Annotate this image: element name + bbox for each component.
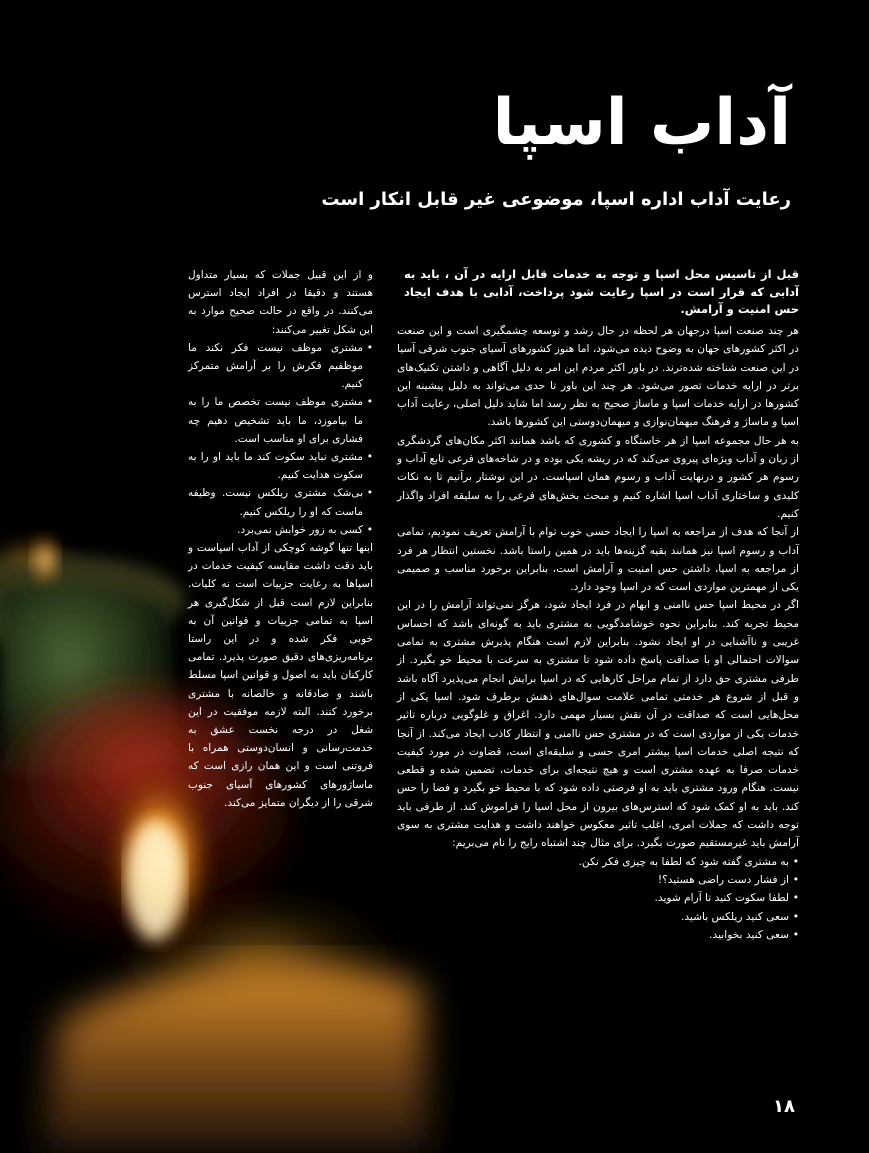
list-item: • کسی به زور خوابش نمی‌برد. (188, 521, 373, 539)
mistakes-list (397, 853, 799, 944)
body-paragraph: از آنجا که هدف از مراجعه به اسپا را ایجاد حسی خوب توام با آرامش تعریف نمودیم، تمامی آداب و رسوم اسپا نیز همانند بقیه گزینه‌ها باید در همین راستا باشد. نخستین انتظار هر فرد از مراجعه به اسپا، داشتن حس امنیت و آرامش است، بنابراین برخورد مناسب و صمیمی یکی از مهمترین مواردی است که در اسپا وجود دارد. (397, 526, 799, 594)
body-paragraph: هر چند صنعت اسپا درجهان هر لحظه در حال رشد و توسعه چشمگیری است و این صنعت در اکثر کشورهای جهان به وضوح دیده می‌شود، اما هنوز کشورهای آسیای جنوب شرقی آسیا در این صنعت شناخته شده‌ترند. در باور اکثر مردم این امر به دلیل آگاهی و داشتن تکنیک‌های برتر در ارایه خدمات تصور می‌شود. هر چند این باور تا حدی می‌تواند به دلیل پیشینه این کشورها در ارایه خدمات اسپا و ماساژ صحیح به نظر رسد اما شاید دلیل اصلی، رعایت آداب اسپا و ماساژ و فرهنگ میهمان‌نوازی و میهمان‌دوستی این کشورها باشد. (397, 325, 799, 429)
side-column (188, 266, 373, 812)
list-item: • بی‌شک مشتری ریلکس نیست. وظیفه ماست که او را ریلکس کنیم. (188, 484, 373, 520)
corrections-list (188, 339, 373, 539)
lead-paragraph: قبل از تاسیس محل اسپا و توجه به خدمات قابل ارایه در آن ، باید به آدابی که قرار است در اسپا رعایت شود پرداخت، آدابی با هدف ایجاد حس امنیت و آرامش. (404, 267, 799, 316)
list-item: • به مشتری گفته شود که لطفا به چیزی فکر نکن. (397, 853, 799, 871)
list-item: • مشتری نباید سکوت کند ما باید او را به سکوت هدایت کنیم. (188, 448, 373, 484)
page-subtitle: رعایت آداب اداره اسپا، موضوعی غیر قابل انکار است (321, 189, 791, 210)
list-item: • از فشار دست راضی هستید؟! (397, 871, 799, 889)
list-item: • لطفا سکوت کنید تا آرام شوید. (397, 889, 799, 907)
body-paragraph: اینها تنها گوشه کوچکی از آداب اسپاست و باید دقت داشت مقایسه کیفیت خدمات در اسپاها به رعایت جزییات است نه کلیات. بنابراین لازم است قبل از شکل‌گیری هر اسپا به تمامی جزییات و قوانین آن به خوبی فکر شده و در این راستا برنامه‌ریزی‌های دقیق صورت پذیرد. تمامی کارکنان باید به اصول و قوانین اسپا مسلط باشند و صادقانه و خالصانه با مشتری برخورد کنند. البته لازمه موفقیت در این شغل در درجه نخست عشق به خدمت‌رسانی و انسان‌دوستی همراه با فروتنی است و این همان رازی است که ماساژورهای کشورهای آسیای جنوب شرقی را از دیگران متمایز می‌کند. (188, 542, 373, 809)
list-item: • مشتری موظف نیست فکر نکند ما موظفیم فکرش را بر آرامش متمرکز کنیم. (188, 339, 373, 394)
body-paragraph: اگر در محیط اسپا حس ناامنی و ابهام در فرد ایجاد شود، هرگز نمی‌تواند آرامش را در این محیط تجربه کند. بنابراین نحوه خوشامدگویی به مشتری باید به گونه‌ای باشد که احساس غریبی و ناآشنایی در او ایجاد نشود. بنابراین لازم است هنگام پذیرش مشتری به تمامی سوالات احتمالی او با صداقت پاسخ داده شود تا مشتری به سرعت با محیط خو بگیرد. از طرفی مشتری حق دارد از تمام مراحل کارهایی که در اسپا برایش انجام می‌پذیرد آگاه باشد و قبل از شروع هر خدمتی تمامی علامت سوال‌های ذهنش برطرف شود. اسپا یکی از محل‌هایی است که صداقت در آن نقش بسیار مهمی دارد. اغراق و غلوگویی درباره تاثیر خدمات یکی از مواردی است که در مشتری حس ناامنی و انتظار کاذب ایجاد می‌کند. از آنجا که نتیجه اصلی خدمات اسپا بیشتر امری حسی و سلیقه‌ای است، قضاوت در مورد کیفیت خدمات صرفا به عهده مشتری است و هیچ نتیجه‌ای برای خدمات، تضمین شده و قطعی نیست. هنگام ورود مشتری باید به او فرصتی داده شود که با محیط خو بگیرد و فضا را حس کند. باید به او کمک شود که استرس‌های بیرون از محل اسپا را فراموش کند. از طرفی باید توجه داشت که جملات امری، اغلب تاثیر معکوس خواهند داشت و هدایت مشتری به سوی آرامش باید غیرمستقیم صورت بگیرد. برای مثال چند اشتباه رایج را نام می‌بریم: (397, 599, 799, 850)
list-item: • سعی کنید بخوابید. (397, 926, 799, 944)
main-column (397, 322, 799, 944)
page-title: آداب اسپا (492, 86, 791, 160)
page-number: ۱۸ (773, 1096, 795, 1117)
list-item: • مشتری موظف نیست تخصص ما را به ما بیاموزد، ما باید تشخیص دهیم چه فشاری برای او مناسب است. (188, 393, 373, 448)
body-paragraph: به هر حال مجموعه اسپا از هر خاستگاه و کشوری که باشد همانند اکثر مکان‌های گردشگری از زبان و آداب ویژه‌ای پیروی می‌کند که در ریشه یکی بوده و در شاخه‌های فرعی تابع آداب و رسوم هر کشور و درنهایت آداب و رسوم همان اسپاست. در این نوشتار برآنیم تا به نکات کلیدی و ساختاری آداب اسپا اشاره کنیم و مبحث بخش‌های فرعی را به سلیقه افراد واگذار کنیم. (397, 434, 799, 520)
body-paragraph: و از این قبیل جملات که بسیار متداول هستند و دقیقا در افراد ایجاد استرس می‌کنند. در واقع در حالت صحیح موارد به این شکل تغییر می‌کنند: (188, 269, 373, 336)
list-item: • سعی کنید ریلکس باشید. (397, 908, 799, 926)
